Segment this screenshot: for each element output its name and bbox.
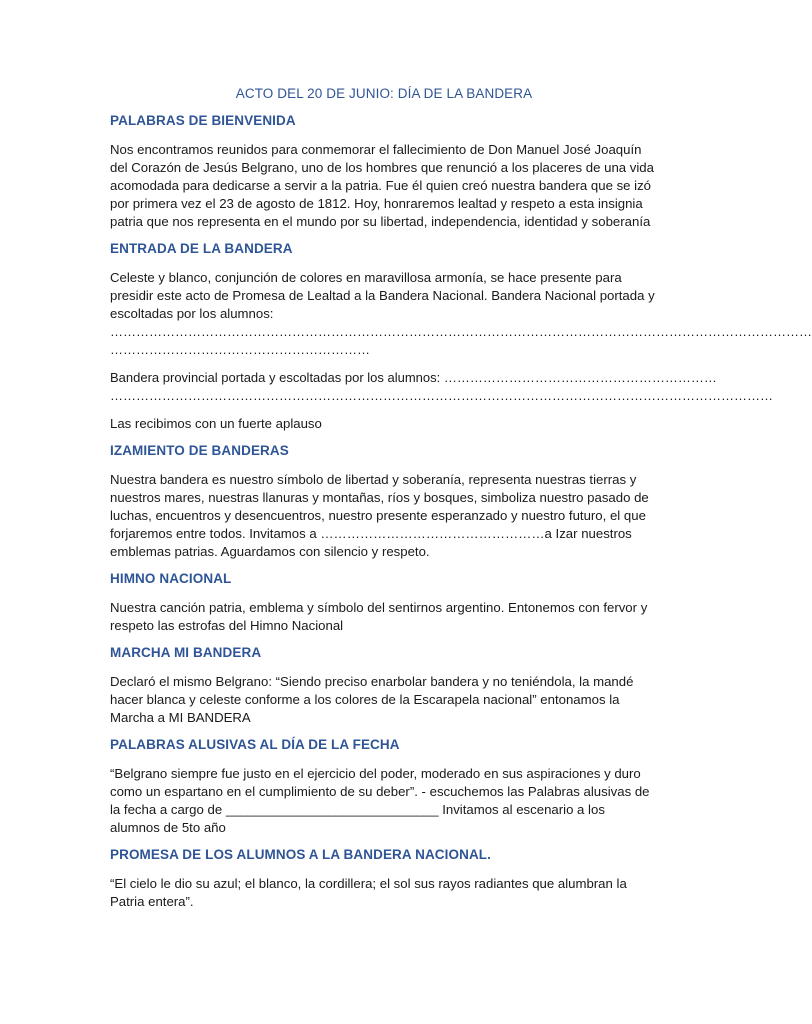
section-paragraph: Las recibimos con un fuerte aplauso [110, 416, 322, 431]
fill-in-blank-line: …………………………………………………… [110, 342, 370, 357]
fill-in-blank-line: ……………………………………………………………………………………………………………………………………………… [110, 324, 812, 339]
section-paragraph: Bandera provincial portada y escoltadas por los alumnos: ……………………………………………………… [110, 370, 717, 385]
section-heading: IZAMIENTO DE BANDERAS [110, 443, 289, 458]
section-entrada [110, 241, 812, 433]
section-paragraph: “El cielo le dio su azul; el blanco, la cordillera; el sol sus rayos radiantes que alumbran la Patria entera”. [110, 876, 627, 909]
document-title: ACTO DEL 20 DE JUNIO: DÍA DE LA BANDERA [235, 86, 533, 101]
section-himno [110, 571, 658, 635]
section-paragraph: Nuestra canción patria, emblema y símbolo del sentirnos argentino. Entonemos con fervor y respeto las estrofas del Himno Nacional [110, 600, 648, 633]
section-heading: PALABRAS DE BIENVENIDA [110, 113, 296, 128]
section-marcha [110, 645, 658, 727]
section-paragraph: “Belgrano siempre fue justo en el ejercicio del poder, moderado en sus aspiraciones y duro como un espartano en el cumplimiento de su deber”. - escuchemos las Palabras alusivas de la fecha a cargo de _____________________________ Invitamos al escenario a los alumnos de 5to año [110, 766, 650, 835]
section-paragraph: Nuestra bandera es nuestro símbolo de libertad y soberanía, representa nuestras tierras y nuestros mares, nuestras llanuras y montañas, ríos y bosques, simboliza nuestro pasado de luchas, encuentros y desencuentros, nuestro presente esperanzado y nuestro futuro, el que forjaremos entre todos. Invitamos a ……………………………………………a Izar nuestros emblemas patrias. Aguardamos con silencio y respeto. [110, 472, 649, 559]
section-heading: HIMNO NACIONAL [110, 571, 232, 586]
fill-in-blank-line: ……………………………………………………………………………………………………………………………………… [110, 388, 773, 403]
section-bienvenida [110, 113, 658, 231]
section-promesa [110, 847, 658, 911]
section-heading: PROMESA DE LOS ALUMNOS A LA BANDERA NACIONAL. [110, 847, 491, 862]
section-paragraph: Nos encontramos reunidos para conmemorar el fallecimiento de Don Manuel José Joaquín del Corazón de Jesús Belgrano, uno de los hombres que renunció a los placeres de una vida acomodada para dedicarse a servir a la patria. Fue él quien creó nuestra bandera que se izó por primera vez el 23 de agosto de 1812. Hoy, honraremos lealtad y respeto a esta insignia patria que nos representa en el mundo por su libertad, independencia, identidad y soberanía [110, 142, 654, 229]
section-paragraph: Declaró el mismo Belgrano: “Siendo preciso enarbolar bandera y no teniéndola, la mandé hacer blanca y celeste conforme a los colores de la Escarapela nacional” entonamos la Marcha a MI BANDERA [110, 674, 634, 725]
section-paragraph: Celeste y blanco, conjunción de colores en maravillosa armonía, se hace presente para presidir este acto de Promesa de Lealtad a la Bandera Nacional. Bandera Nacional portada y escoltadas por los alumnos: [110, 270, 655, 321]
section-izamiento [110, 443, 658, 561]
section-heading: ENTRADA DE LA BANDERA [110, 241, 293, 256]
section-palabras-alusivas [110, 737, 658, 837]
section-heading: MARCHA MI BANDERA [110, 645, 262, 660]
section-heading: PALABRAS ALUSIVAS AL DÍA DE LA FECHA [110, 737, 400, 752]
